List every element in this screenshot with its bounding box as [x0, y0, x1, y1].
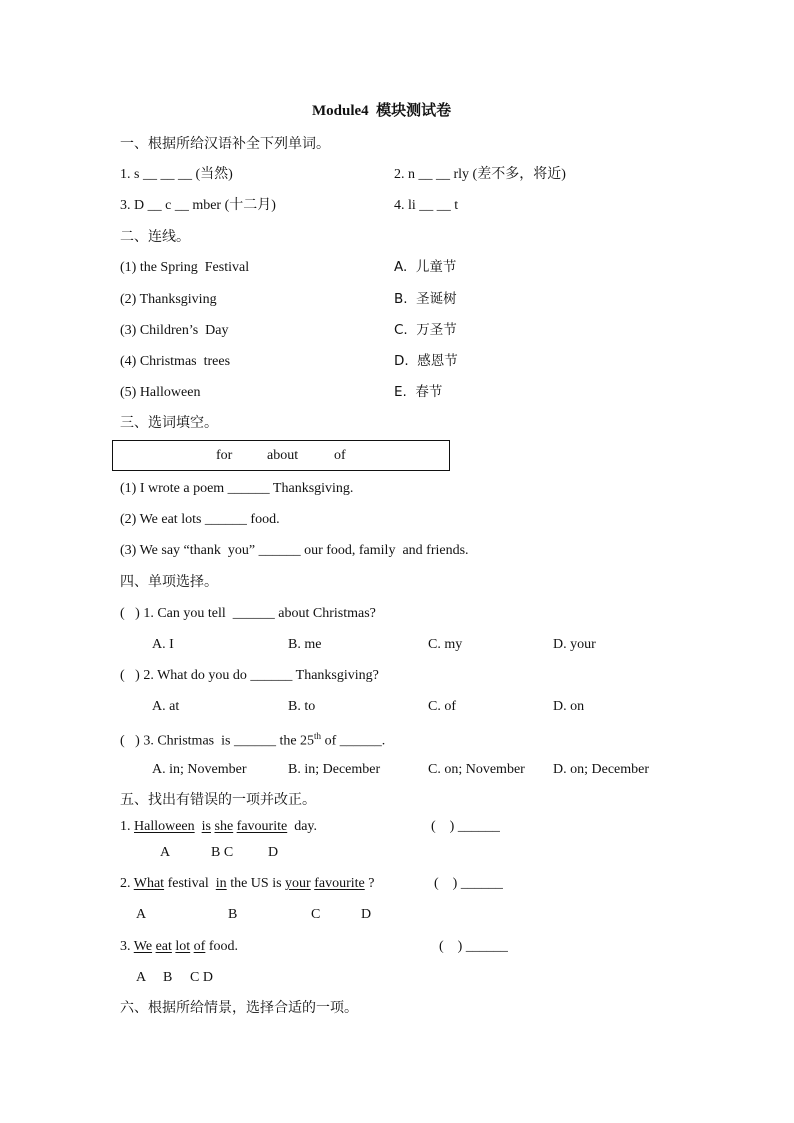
eq2-part-c: your — [285, 876, 311, 891]
mc3-option-b: B. in; December — [288, 762, 381, 777]
match-right-a: A. 儿童节 — [394, 259, 457, 275]
eq3-number: 3. — [120, 939, 131, 954]
mc3-stem-superscript: th — [314, 731, 322, 741]
match-left-3: (3) Children’s Day — [120, 323, 229, 338]
section1-item-1: 1. s __ __ __ (当然) — [120, 167, 233, 182]
mc1-option-d: D. your — [553, 637, 596, 652]
eq2-letter-a: A — [136, 907, 147, 922]
mc3-stem-start: ( ) 3. Christmas is ______ the 25 — [120, 733, 315, 749]
eq1-part-d: favourite — [236, 819, 288, 834]
eq2-question-mark: ? — [368, 876, 375, 891]
eq1-part-b: is — [201, 819, 211, 834]
section5-heading: 五、找出有错误的一项并改正。 — [120, 792, 316, 808]
eq3-part-b: eat — [155, 939, 172, 954]
eq2-answer: ( ) ______ — [434, 876, 503, 891]
mc3-stem-end: of ______. — [321, 733, 386, 749]
fill-blank-3: (3) We say “thank you” ______ our food, family and friends. — [120, 543, 469, 558]
fill-blank-2: (2) We eat lots ______ food. — [120, 512, 280, 527]
error-question-2 — [120, 877, 374, 891]
mc-question-3 — [120, 732, 385, 749]
eq1-letter-a: A — [160, 845, 171, 860]
match-right-e: E. 春节 — [394, 384, 443, 400]
eq2-the-us-is: the US is — [230, 876, 282, 891]
mc2-option-a: A. at — [152, 699, 180, 714]
eq1-letter-d: D — [268, 845, 279, 860]
mc2-option-d: D. on — [553, 699, 585, 714]
eq1-part-c: she — [214, 819, 234, 834]
eq1-letter-bc: B C — [211, 845, 234, 860]
mc3-option-c: C. on; November — [428, 762, 525, 777]
eq3-answer: ( ) ______ — [439, 939, 508, 954]
eq2-part-a: What — [133, 876, 165, 891]
eq3-letter-b: B — [163, 970, 173, 985]
eq2-letter-b: B — [228, 907, 238, 922]
section3-heading: 三、选词填空。 — [120, 415, 218, 431]
word-bank-word-2: about — [267, 448, 299, 463]
word-bank-word-3: of — [334, 448, 346, 463]
mc2-option-c: C. of — [428, 699, 456, 714]
eq1-tail: day. — [294, 819, 318, 834]
section1-item-4: 4. li __ __ t — [394, 198, 459, 213]
match-right-c: C. 万圣节 — [394, 322, 457, 338]
page-title: Module4 模块测试卷 — [312, 103, 452, 119]
eq3-part-d: of — [193, 939, 206, 954]
section2-heading: 二、连线。 — [120, 229, 190, 245]
match-left-4: (4) Christmas trees — [120, 354, 231, 369]
match-left-2: (2) Thanksgiving — [120, 292, 217, 307]
eq1-answer: ( ) ______ — [431, 819, 500, 834]
mc-question-1: ( ) 1. Can you tell ______ about Christmas? — [120, 606, 376, 621]
match-right-d: D. 感恩节 — [394, 353, 458, 369]
match-right-b: B. 圣诞树 — [394, 291, 457, 307]
mc3-option-d: D. on; December — [553, 762, 650, 777]
section1-heading: 一、根据所给汉语补全下列单词。 — [120, 136, 330, 152]
match-left-5: (5) Halloween — [120, 385, 201, 400]
eq3-part-c: lot — [175, 939, 191, 954]
section1-item-3: 3. D __ c __ mber (十二月) — [120, 198, 276, 213]
eq2-number: 2. — [120, 876, 131, 891]
fill-blank-1: (1) I wrote a poem ______ Thanksgiving. — [120, 481, 354, 496]
eq3-part-a: We — [133, 939, 153, 954]
mc1-option-c: C. my — [428, 637, 463, 652]
mc1-option-a: A. I — [152, 637, 174, 652]
mc-question-2: ( ) 2. What do you do ______ Thanksgiving? — [120, 668, 379, 683]
eq3-letter-a: A — [136, 970, 147, 985]
mc1-option-b: B. me — [288, 637, 322, 652]
section4-heading: 四、单项选择。 — [120, 574, 218, 590]
word-bank-box — [112, 440, 450, 471]
match-left-1: (1) the Spring Festival — [120, 260, 250, 275]
error-question-3 — [120, 940, 238, 954]
eq1-number: 1. — [120, 819, 131, 834]
word-bank-word-1: for — [216, 448, 233, 463]
mc3-option-a: A. in; November — [152, 762, 247, 777]
eq2-letter-c: C — [311, 907, 321, 922]
eq3-tail: food. — [208, 939, 239, 954]
eq2-part-d: favourite — [314, 876, 365, 891]
error-question-1 — [120, 820, 317, 834]
eq2-letter-d: D — [361, 907, 372, 922]
eq2-part-b: in — [215, 876, 227, 891]
eq3-letter-cd: C D — [190, 970, 213, 985]
mc2-option-b: B. to — [288, 699, 316, 714]
section1-item-2: 2. n __ __ rly (差不多，将近) — [394, 167, 566, 182]
eq1-part-a: Halloween — [134, 819, 195, 834]
section6-heading: 六、根据所给情景，选择合适的一项。 — [120, 1000, 358, 1016]
eq2-festival: festival — [167, 876, 209, 891]
